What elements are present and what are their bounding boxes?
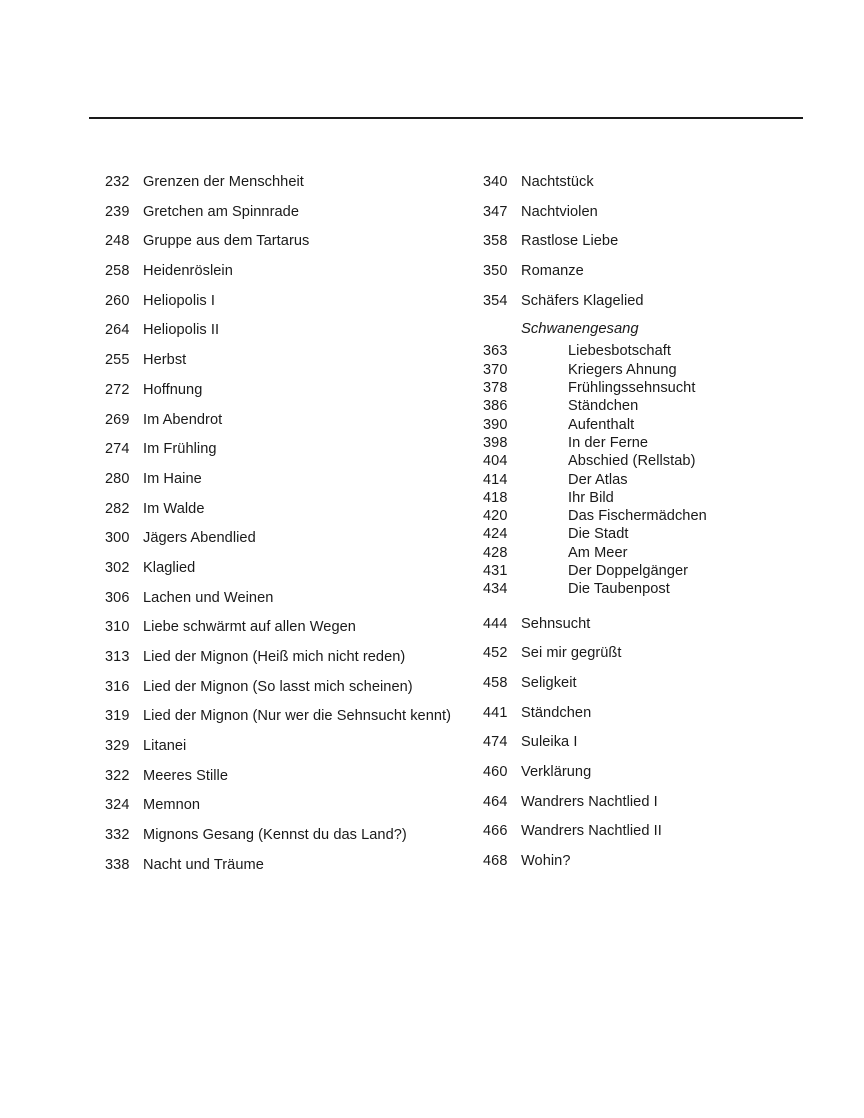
toc-entry-title: Ständchen xyxy=(568,398,639,415)
toc-page-number: 428 xyxy=(483,544,508,561)
toc-page-number: 340 xyxy=(483,174,508,190)
toc-entry-title: Der Atlas xyxy=(568,471,628,488)
toc-entry[interactable] xyxy=(483,168,813,198)
toc-entry-title: In der Ferne xyxy=(568,434,649,451)
toc-page-number: 329 xyxy=(105,738,130,755)
toc-subentry[interactable] xyxy=(483,562,813,580)
toc-entry-title: Liebesbotschaft xyxy=(568,343,671,360)
toc-entry[interactable] xyxy=(105,198,455,228)
toc-entry-title: Hoffnung xyxy=(143,381,203,398)
toc-entry[interactable] xyxy=(105,287,455,317)
toc-entry-title: Das Fischermädchen xyxy=(568,508,707,525)
toc-page-number: 444 xyxy=(483,615,508,632)
toc-page-number: 269 xyxy=(105,411,130,428)
toc-entry[interactable] xyxy=(483,847,813,877)
toc-entry-title: Wandrers Nachtlied I xyxy=(521,793,658,810)
toc-entry-title: Sei mir gegrüßt xyxy=(521,645,622,662)
toc-entry[interactable] xyxy=(483,728,813,758)
toc-group-heading: Schwanengesang xyxy=(521,321,639,338)
toc-entry[interactable] xyxy=(105,376,455,406)
toc-page-number: 350 xyxy=(483,263,508,280)
toc-entry-title: Im Frühling xyxy=(143,441,217,458)
toc-subentry[interactable] xyxy=(483,452,813,470)
toc-entry[interactable] xyxy=(483,669,813,699)
toc-page-number: 310 xyxy=(105,619,130,636)
toc-entry[interactable] xyxy=(105,732,455,762)
toc-entry-title: Grenzen der Menschheit xyxy=(143,174,304,190)
toc-page-number: 424 xyxy=(483,526,508,543)
toc-entry[interactable] xyxy=(105,762,455,792)
toc-entry-title: Lied der Mignon (Nur wer die Sehnsucht kennt) xyxy=(143,708,452,725)
toc-entry[interactable] xyxy=(105,613,455,643)
toc-entry[interactable] xyxy=(483,198,813,228)
toc-entry[interactable] xyxy=(483,817,813,847)
toc-entry-title: Lachen und Weinen xyxy=(143,589,274,606)
toc-page-number: 358 xyxy=(483,233,508,250)
toc-entry-title: Sehnsucht xyxy=(521,615,591,632)
toc-page-number: 274 xyxy=(105,441,130,458)
toc-subentry[interactable] xyxy=(483,580,813,598)
toc-page-number: 322 xyxy=(105,767,130,784)
toc-entry-title: Liebe schwärmt auf allen Wegen xyxy=(143,619,356,636)
toc-entry-title: Ständchen xyxy=(521,704,592,721)
toc-entry-title: Frühlingssehnsucht xyxy=(568,380,696,397)
toc-entry-title: Der Doppelgänger xyxy=(568,563,689,579)
toc-subentry[interactable] xyxy=(483,379,813,397)
toc-entry[interactable] xyxy=(105,702,455,732)
toc-page-number: 414 xyxy=(483,471,508,488)
toc-entry[interactable] xyxy=(105,851,455,881)
toc-entry[interactable] xyxy=(105,465,455,495)
toc-entry[interactable] xyxy=(483,227,813,257)
toc-page-number: 468 xyxy=(483,853,508,870)
toc-page-number: 434 xyxy=(483,581,508,598)
toc-entry-title: Aufenthalt xyxy=(568,416,635,433)
toc-entry[interactable] xyxy=(105,257,455,287)
toc-subentry[interactable] xyxy=(483,525,813,543)
toc-entry[interactable] xyxy=(105,554,455,584)
toc-subentry[interactable] xyxy=(483,397,813,415)
toc-subentry[interactable] xyxy=(483,416,813,434)
toc-page-number: 258 xyxy=(105,263,130,280)
toc-page-number: 460 xyxy=(483,764,508,781)
toc-page-number: 458 xyxy=(483,674,508,691)
toc-subentry[interactable] xyxy=(483,471,813,489)
toc-page-number: 378 xyxy=(483,380,508,397)
toc-page-number: 420 xyxy=(483,508,508,525)
toc-page-number: 324 xyxy=(105,797,130,814)
toc-entry[interactable] xyxy=(105,435,455,465)
toc-entry-title: Ihr Bild xyxy=(568,489,614,506)
toc-entry[interactable] xyxy=(105,673,455,703)
toc-entry-title: Die Taubenpost xyxy=(568,581,670,598)
toc-subentry[interactable] xyxy=(483,434,813,452)
toc-page-number: 260 xyxy=(105,292,130,309)
toc-entry[interactable] xyxy=(105,643,455,673)
toc-entry-title: Im Abendrot xyxy=(143,411,223,428)
toc-entry-title: Im Haine xyxy=(143,470,202,487)
toc-entry-title: Heidenröslein xyxy=(143,263,233,280)
toc-page-number: 313 xyxy=(105,649,130,665)
toc-page-number: 418 xyxy=(483,489,508,506)
toc-page-number: 390 xyxy=(483,416,508,433)
toc-entry-title: Lied der Mignon (Heiß mich nicht reden) xyxy=(143,649,406,665)
toc-entry-title: Im Walde xyxy=(143,500,205,517)
toc-entry[interactable] xyxy=(483,257,813,287)
contents-column-left xyxy=(105,168,455,881)
toc-entry-title: Romanze xyxy=(521,263,584,280)
toc-entry[interactable] xyxy=(483,639,813,669)
toc-entry-title: Heliopolis I xyxy=(143,292,215,309)
toc-page-number: 363 xyxy=(483,343,508,360)
toc-page-number: 398 xyxy=(483,434,508,451)
toc-entry-title: Herbst xyxy=(143,352,187,369)
toc-entry-title: Am Meer xyxy=(568,544,628,561)
toc-entry[interactable] xyxy=(105,406,455,436)
toc-entry[interactable] xyxy=(105,524,455,554)
toc-page-number: 280 xyxy=(105,470,130,487)
toc-entry-title: Gretchen am Spinnrade xyxy=(143,203,299,220)
toc-entry[interactable] xyxy=(105,316,455,346)
toc-page-number: 466 xyxy=(483,823,508,840)
toc-entry[interactable] xyxy=(483,758,813,788)
toc-page-number: 431 xyxy=(483,563,508,579)
toc-page-number: 282 xyxy=(105,500,130,517)
toc-page-number: 272 xyxy=(105,381,130,398)
toc-entry[interactable] xyxy=(483,610,813,640)
toc-page-number: 300 xyxy=(105,530,130,547)
toc-page-number: 232 xyxy=(105,174,130,190)
toc-entry-title: Nacht und Träume xyxy=(143,856,264,873)
toc-entry[interactable] xyxy=(483,287,813,317)
toc-page-number: 474 xyxy=(483,734,508,751)
toc-page-number: 464 xyxy=(483,793,508,810)
toc-subentry[interactable] xyxy=(483,342,813,360)
toc-page-number: 354 xyxy=(483,292,508,309)
toc-entry[interactable] xyxy=(105,495,455,525)
toc-entry-title: Abschied (Rellstab) xyxy=(568,453,696,470)
toc-page-number: 441 xyxy=(483,704,508,721)
toc-entry-title: Mignons Gesang (Kennst du das Land?) xyxy=(143,827,407,844)
toc-entry-title: Seligkeit xyxy=(521,674,577,691)
toc-entry-title: Gruppe aus dem Tartarus xyxy=(143,233,310,250)
toc-subentry[interactable] xyxy=(483,361,813,379)
contents-column-right xyxy=(483,168,813,877)
toc-entry-title: Jägers Abendlied xyxy=(143,530,256,547)
toc-entry-title: Rastlose Liebe xyxy=(521,233,619,250)
toc-entry-title: Wandrers Nachtlied II xyxy=(521,823,662,840)
toc-entry[interactable] xyxy=(105,821,455,851)
toc-entry-title: Klaglied xyxy=(143,559,196,576)
toc-entry-title: Meeres Stille xyxy=(143,767,228,784)
toc-page-number: 332 xyxy=(105,827,130,844)
toc-entry[interactable] xyxy=(105,168,455,198)
toc-page-number: 248 xyxy=(105,233,130,250)
toc-page-number: 316 xyxy=(105,678,130,695)
toc-entry-title: Heliopolis II xyxy=(143,322,220,339)
toc-page-number: 302 xyxy=(105,559,130,576)
toc-subentry[interactable] xyxy=(483,544,813,562)
toc-page-number: 347 xyxy=(483,203,508,220)
toc-page-number: 386 xyxy=(483,398,508,415)
toc-page-number: 239 xyxy=(105,203,130,220)
toc-entry[interactable] xyxy=(483,699,813,729)
toc-entry-title: Memnon xyxy=(143,797,201,814)
toc-page-number: 338 xyxy=(105,856,130,873)
toc-entry[interactable] xyxy=(105,584,455,614)
header-divider xyxy=(89,117,803,119)
toc-page-number: 404 xyxy=(483,453,508,470)
toc-entry[interactable] xyxy=(105,791,455,821)
toc-page-number: 452 xyxy=(483,645,508,662)
toc-entry-title: Verklärung xyxy=(521,764,592,781)
toc-page-number: 264 xyxy=(105,322,130,339)
toc-page-number: 370 xyxy=(483,361,508,378)
toc-entry[interactable] xyxy=(105,346,455,376)
group-block-spacer xyxy=(483,599,813,610)
toc-subentry[interactable] xyxy=(483,489,813,507)
toc-entry-title: Wohin? xyxy=(521,853,571,870)
toc-entry-title: Litanei xyxy=(143,738,187,755)
toc-entry[interactable] xyxy=(105,227,455,257)
toc-page-number: 306 xyxy=(105,589,130,606)
toc-subentry[interactable] xyxy=(483,507,813,525)
toc-entry[interactable] xyxy=(483,788,813,818)
toc-entry-title: Kriegers Ahnung xyxy=(568,361,677,378)
toc-entry-title: Nachtviolen xyxy=(521,203,598,220)
toc-page-number: 255 xyxy=(105,352,130,369)
toc-entry-title: Nachtstück xyxy=(521,174,594,190)
toc-entry-title: Suleika I xyxy=(521,734,578,751)
toc-page-number: 319 xyxy=(105,708,130,725)
toc-entry-title: Schäfers Klagelied xyxy=(521,292,644,309)
toc-entry-title: Lied der Mignon (So lasst mich scheinen) xyxy=(143,678,413,695)
toc-entry-title: Die Stadt xyxy=(568,526,629,543)
